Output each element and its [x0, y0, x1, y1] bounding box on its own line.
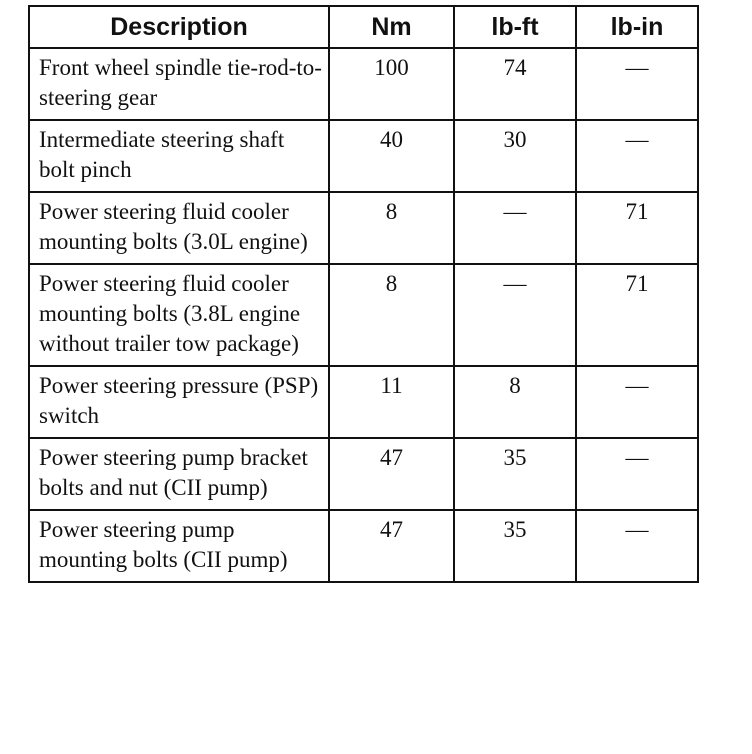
- cell-nm: 40: [329, 120, 454, 192]
- table-row: [29, 510, 698, 582]
- cell-lbft: 35: [454, 438, 576, 510]
- column-header-description: Description: [29, 6, 329, 48]
- cell-nm: 47: [329, 510, 454, 582]
- cell-lbin: —: [576, 510, 698, 582]
- cell-nm: 100: [329, 48, 454, 120]
- cell-lbin: —: [576, 366, 698, 438]
- column-header-lbft: lb-ft: [454, 6, 576, 48]
- table-row: [29, 264, 698, 366]
- cell-description: Power steering pressure (PSP) switch: [29, 366, 329, 438]
- column-header-nm: Nm: [329, 6, 454, 48]
- cell-nm: 8: [329, 264, 454, 366]
- cell-description: Intermediate steering shaft bolt pinch: [29, 120, 329, 192]
- cell-lbin: 71: [576, 264, 698, 366]
- torque-spec-table: [28, 5, 699, 583]
- cell-lbft: 35: [454, 510, 576, 582]
- cell-lbft: —: [454, 264, 576, 366]
- cell-lbft: 30: [454, 120, 576, 192]
- cell-lbft: —: [454, 192, 576, 264]
- table-row: [29, 366, 698, 438]
- cell-nm: 8: [329, 192, 454, 264]
- table-row: [29, 120, 698, 192]
- cell-lbin: 71: [576, 192, 698, 264]
- column-header-lbin: lb-in: [576, 6, 698, 48]
- cell-lbft: 74: [454, 48, 576, 120]
- cell-description: Power steering fluid cooler mounting bolts (3.0L engine): [29, 192, 329, 264]
- cell-description: Power steering pump mounting bolts (CII pump): [29, 510, 329, 582]
- cell-nm: 11: [329, 366, 454, 438]
- cell-nm: 47: [329, 438, 454, 510]
- table-row: [29, 48, 698, 120]
- header-row: [29, 6, 698, 48]
- cell-lbft: 8: [454, 366, 576, 438]
- cell-lbin: —: [576, 438, 698, 510]
- cell-description: Power steering fluid cooler mounting bolts (3.8L engine without trailer tow package): [29, 264, 329, 366]
- cell-lbin: —: [576, 120, 698, 192]
- cell-description: Power steering pump bracket bolts and nut (CII pump): [29, 438, 329, 510]
- table-row: [29, 438, 698, 510]
- cell-lbin: —: [576, 48, 698, 120]
- table-row: [29, 192, 698, 264]
- cell-description: Front wheel spindle tie-rod-to-steering gear: [29, 48, 329, 120]
